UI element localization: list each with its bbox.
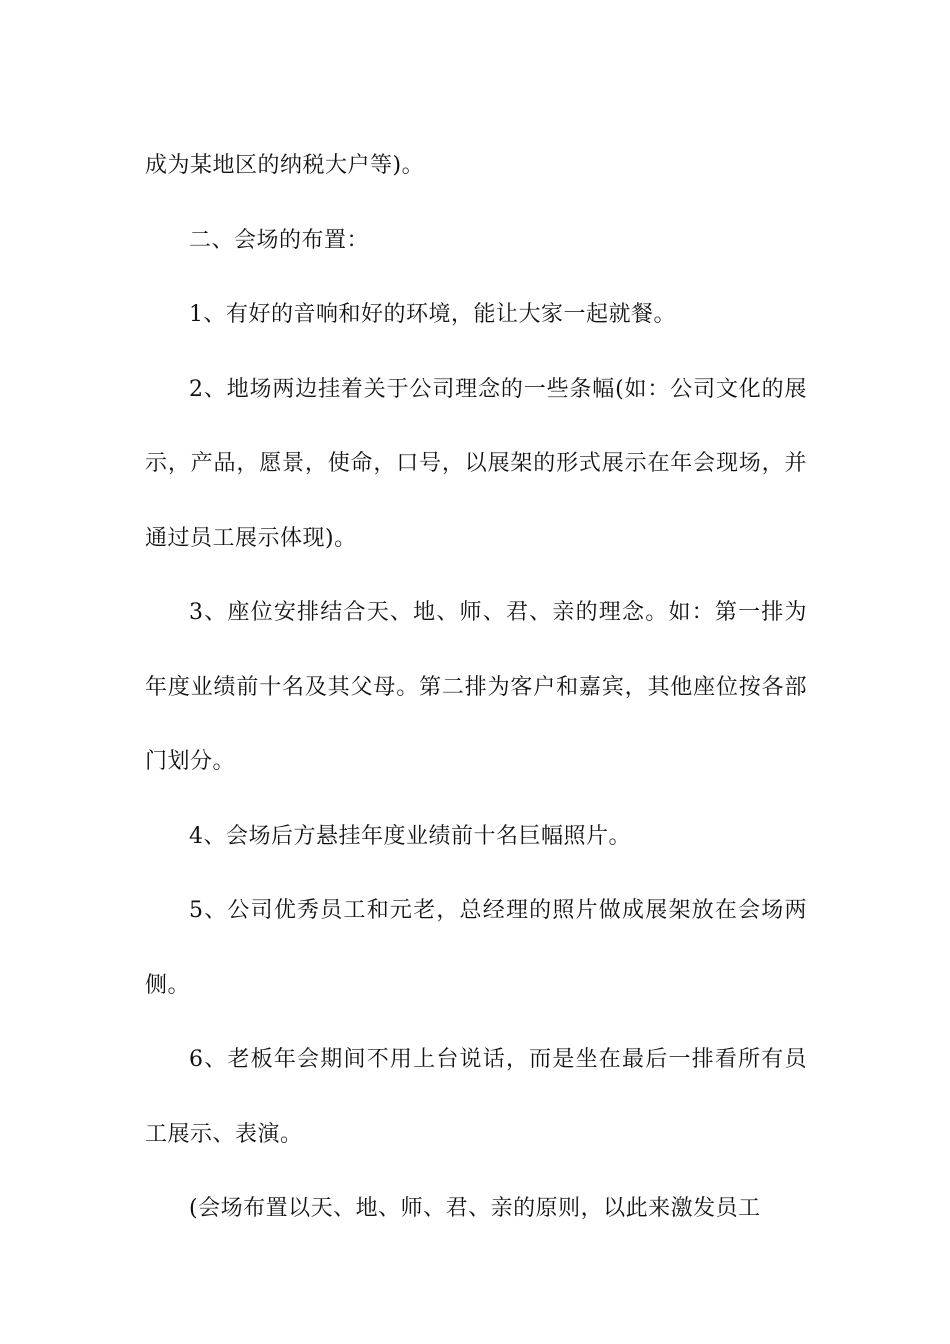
list-item-2: 2、地场两边挂着关于公司理念的一些条幅(如：公司文化的展示，产品，愿景，使命，口号，以展架的形式展示在年会现场，并通过员工展示体现)。	[145, 376, 807, 551]
paragraph-note: (会场布置以天、地、师、君、亲的原则，以此来激发员工	[189, 1196, 761, 1221]
list-item-5: 5、公司优秀员工和元老，总经理的照片做成展架放在会场两侧。	[145, 898, 807, 998]
list-item-4: 4、会场后方悬挂年度业绩前十名巨幅照片。	[189, 823, 631, 849]
section-heading-venue-setup: 二、会场的布置：	[189, 227, 370, 253]
list-item-6: 6、老板年会期间不用上台说话，而是坐在最后一排看所有员工展示、表演。	[145, 1047, 807, 1147]
document-body	[145, 129, 807, 1247]
list-item-3: 3、座位安排结合天、地、师、君、亲的理念。如：第一排为年度业绩前十名及其父母。第二排为客户和嘉宾，其他座位按各部门划分。	[145, 600, 807, 774]
paragraph-continuation: 成为某地区的纳税大户等)。	[145, 153, 425, 178]
list-item-1: 1、有好的音响和好的环境，能让大家一起就餐。	[189, 302, 676, 327]
